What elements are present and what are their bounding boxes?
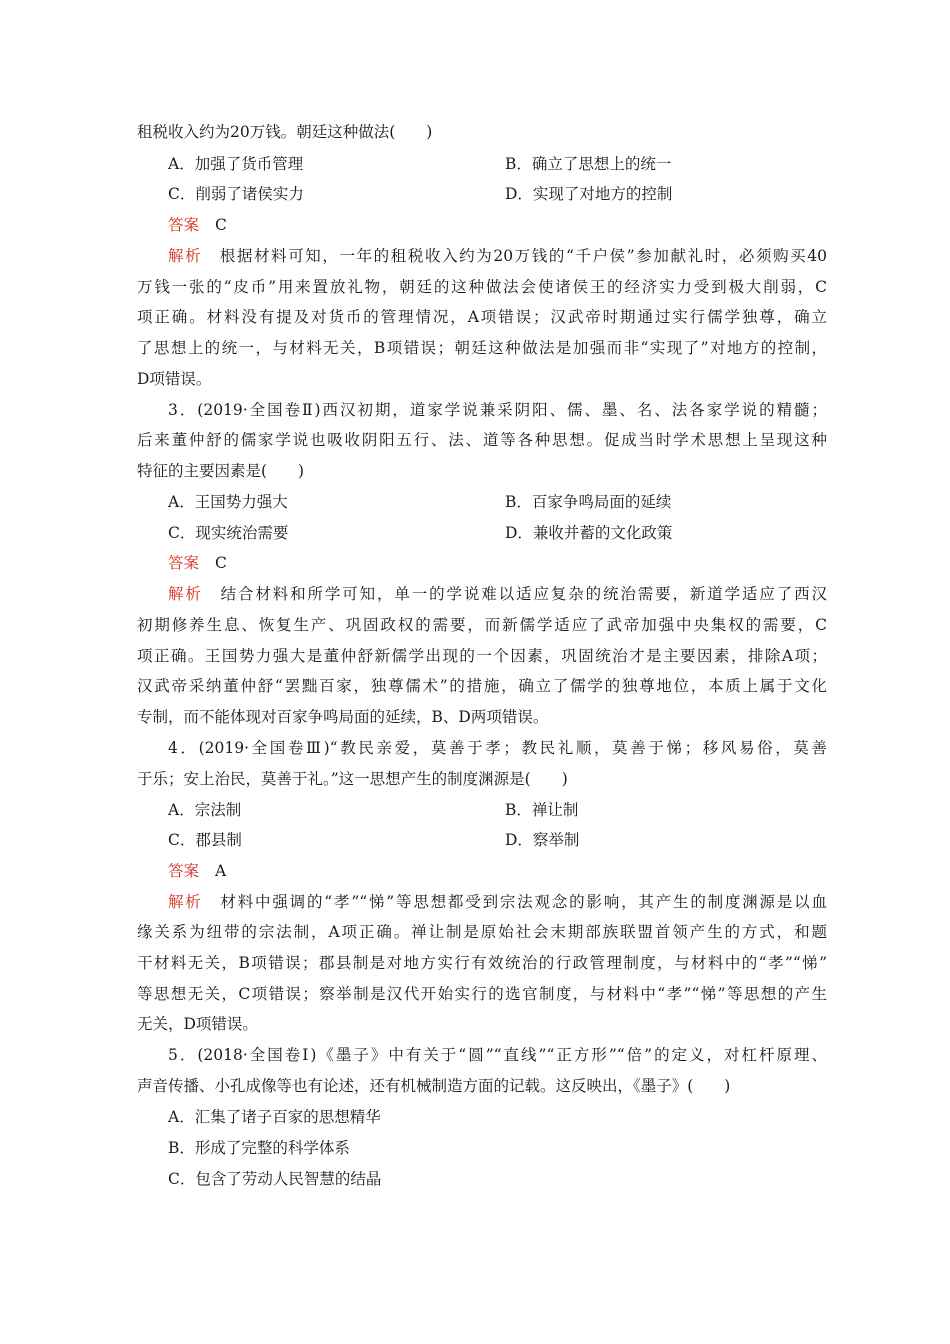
q4-option-a: A．宗法制 — [168, 801, 242, 819]
q2-analysis-line-1 — [168, 246, 827, 266]
q2-stem-tail: 租税收入约为20万钱。朝廷这种做法( ) — [137, 123, 433, 141]
q3-analysis-line-2: 初期修养生息、恢复生产、巩固政权的需要，而新儒学适应了武帝加强中央集权的需要，C — [137, 616, 827, 634]
answer-value: A — [215, 862, 227, 880]
q3-option-b: B．百家争鸣局面的延续 — [505, 493, 672, 511]
q4-analysis-line-2: 缘关系为纽带的宗法制，A项正确。禅让制是原始社会末期部族联盟首领产生的方式，和题 — [137, 923, 827, 941]
q5-stem-line-2: 声音传播、小孔成像等也有论述，还有机械制造方面的记载。这反映出，《墨子》( ) — [137, 1077, 731, 1095]
q3-stem-line-1: 3．(2019·全国卷Ⅱ)西汉初期，道家学说兼采阴阳、儒、墨、名、法各家学说的精髓； — [168, 401, 827, 419]
q4-stem-line-2: 于乐；安上治民，莫善于礼。”这一思想产生的制度渊源是( ) — [137, 770, 568, 788]
answer-label: 答案 — [168, 216, 200, 234]
q4-answer — [168, 861, 226, 881]
q2-analysis-line-2: 万钱一张的“皮币”用来置放礼物，朝廷的这种做法会使诸侯王的经济实力受到极大削弱，C — [137, 278, 827, 296]
q4-analysis-line-1 — [168, 892, 827, 912]
q5-option-a: A．汇集了诸子百家的思想精华 — [168, 1108, 381, 1126]
q2-answer — [168, 215, 227, 235]
answer-label: 答案 — [168, 862, 200, 880]
q5-option-c: C．包含了劳动人民智慧的结晶 — [168, 1170, 382, 1188]
q5-option-b: B．形成了完整的科学体系 — [168, 1139, 350, 1157]
q2-option-c: C．削弱了诸侯实力 — [168, 185, 304, 203]
q4-option-d: D．察举制 — [505, 831, 580, 849]
q3-stem-line-2: 后来董仲舒的儒家学说也吸收阴阳五行、法、道等各种思想。促成当时学术思想上呈现这种 — [137, 431, 827, 449]
q2-analysis-line-4: 了思想上的统一，与材料无关，B项错误；朝廷这种做法是加强而非“实现了”对地方的控制， — [137, 339, 827, 357]
analysis-text: 结合材料和所学可知，单一的学说难以适应复杂的统治需要，新道学适应了西汉 — [218, 585, 827, 603]
q2-option-b: B．确立了思想上的统一 — [505, 155, 672, 173]
q4-option-c: C．郡县制 — [168, 831, 242, 849]
analysis-text: 材料中强调的“孝”“悌”等思想都受到宗法观念的影响，其产生的制度渊源是以血 — [218, 893, 827, 911]
q5-stem-line-1: 5．(2018·全国卷Ⅰ)《墨子》中有关于“圆”“直线”“正方形”“倍”的定义，对杠杆原理、 — [168, 1046, 827, 1064]
q4-analysis-line-4: 等思想无关，C项错误；察举制是汉代开始实行的选官制度，与材料中“孝”“悌”等思想的产生 — [137, 985, 827, 1003]
q3-analysis-line-5: 专制，而不能体现对百家争鸣局面的延续，B、D两项错误。 — [137, 708, 549, 726]
analysis-label: 解析 — [168, 585, 203, 603]
q2-option-d: D．实现了对地方的控制 — [505, 185, 673, 203]
q3-option-d: D．兼收并蓄的文化政策 — [505, 524, 673, 542]
q3-option-c: C．现实统治需要 — [168, 524, 289, 542]
q3-answer — [168, 553, 227, 573]
q4-analysis-line-3: 干材料无关，B项错误；郡县制是对地方实行有效统治的行政管理制度，与材料中的“孝”“悌” — [137, 954, 827, 972]
q3-analysis-line-4: 汉武帝采纳董仲舒“罢黜百家，独尊儒术”的措施，确立了儒学的独尊地位，本质上属于文化 — [137, 677, 827, 695]
q4-option-b: B．禅让制 — [505, 801, 579, 819]
analysis-label: 解析 — [168, 893, 203, 911]
q3-analysis-line-3: 项正确。王国势力强大是董仲舒新儒学出现的一个因素，巩固统治才是主要因素，排除A项； — [137, 647, 827, 665]
q2-analysis-line-3: 项正确。材料没有提及对货币的管理情况，A项错误；汉武帝时期通过实行儒学独尊，确立 — [137, 308, 827, 326]
q2-analysis-line-5: D项错误。 — [137, 370, 212, 388]
q4-analysis-line-5: 无关，D项错误。 — [137, 1015, 258, 1033]
answer-value: C — [215, 554, 227, 572]
q2-option-a: A．加强了货币管理 — [168, 155, 304, 173]
q4-stem-line-1: 4．(2019·全国卷Ⅲ)“教民亲爱，莫善于孝；教民礼顺，莫善于悌；移风易俗，莫善 — [168, 739, 827, 757]
analysis-label: 解析 — [168, 247, 203, 265]
analysis-text: 根据材料可知，一年的租税收入约为20万钱的“千户侯”参加献礼时，必须购买40 — [218, 247, 827, 265]
q3-option-a: A．王国势力强大 — [168, 493, 288, 511]
answer-label: 答案 — [168, 554, 200, 572]
q3-analysis-line-1 — [168, 584, 827, 604]
answer-value: C — [215, 216, 227, 234]
q3-stem-line-3: 特征的主要因素是( ) — [137, 462, 305, 480]
